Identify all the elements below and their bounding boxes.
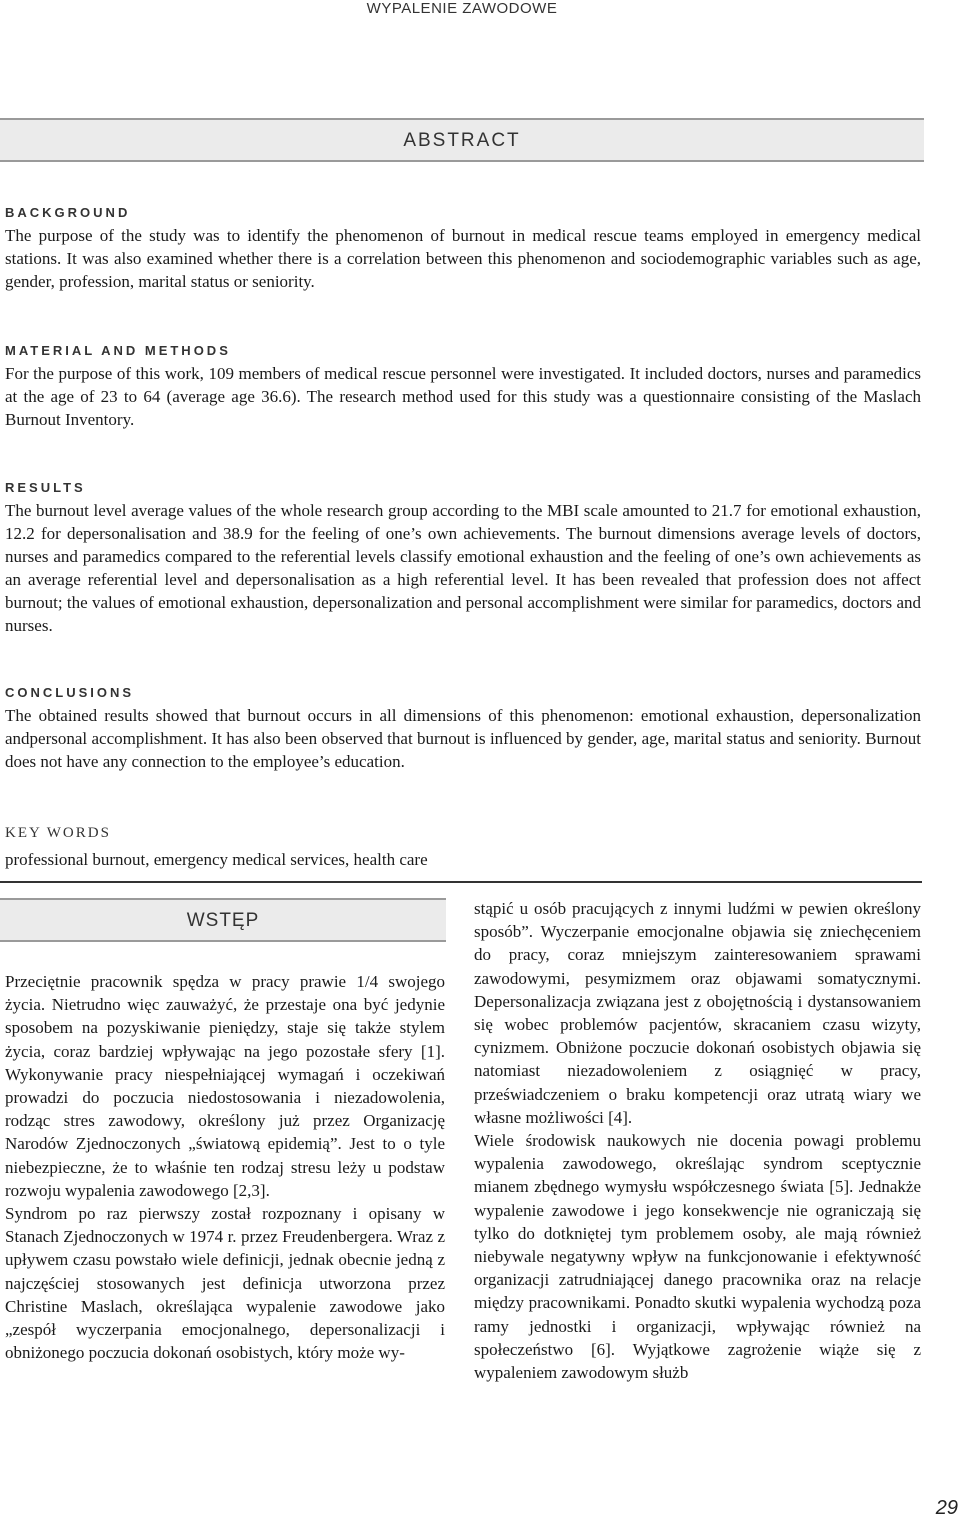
abstract-heading-band: [0, 118, 924, 162]
intro-heading-band: [0, 898, 446, 942]
abstract-methods-section: [5, 343, 921, 431]
keywords-section: [5, 825, 921, 871]
abstract-heading: ABSTRACT: [403, 130, 521, 151]
background-text: The purpose of the study was to identify the phenomenon of burnout in medical rescue teams employed in emergency medical stations. It was also examined whether there is a correlation between this phenomenon and sociodemographic variables such as age, gender, profession, marital status or seniority.: [5, 226, 921, 291]
intro-left-column: [5, 970, 445, 1364]
results-text: The burnout level average values of the whole research group according to the MBI scale amounted to 21.7 for emotional exhaustion, 12.2 for depersonalisation and 38.9 for the feeling of one’s own achievements. The burnout dimensions average levels of doctors, nurses and paramedics compared to the referential levels classify emotional exhaustion and the feeling of one’s own achievements as an average referential level and depersonalisation as a high referential level. It has been revealed that profession does not affect burnout; the values of emotional exhaustion, depersonalization and personal accomplishment were similar for paramedics, doctors and nurses.: [5, 501, 921, 635]
intro-right-column: [474, 897, 921, 1384]
intro-paragraph: Syndrom po raz pierwszy został rozpoznany i opisany w Stanach Zjednoczonych w 1974 r. przez Freudenbergera. Wraz z upływem czasu powstało wiele definicji, jednak obecnie jedną z najczęściej stosowanych jest definicja utworzona przez Christine Maslach, określająca wypalenie zawodowe jako „zespół wyczerpania emocjonalnego, depersonalizacji i obniżonego poczucia dokonań osobistych, który może wy-: [5, 1204, 445, 1363]
intro-paragraph: stąpić u osób pracujących z innymi ludźmi w pewien określony sposób”. Wyczerpanie emocjonalne objawia się zniechęceniem do pracy, coraz mniejszym zainteresowaniem sprawami zawodowymi, pesymizmem oraz objawami somatycznymi. Depersonalizacja związana jest z obojętnością i dystansowaniem się wobec problemów pacjentów, skracaniem czasu wizyty, cynizmem. Obniżone poczucie dokonań osobistych objawia się natomiast niezadowoleniem z osiągnięć w pracy, przeświadczeniem o braku kompetencji oraz utratą wiary we własne możliwości [4].: [474, 899, 921, 1127]
results-heading: RESULTS: [5, 480, 86, 495]
methods-text: For the purpose of this work, 109 members of medical rescue personnel were investigated. It included doctors, nurses and paramedics at the age of 23 to 64 (average age 36.6). The research method used for this study was a questionnaire consisting of the Maslach Burnout Inventory.: [5, 364, 921, 429]
section-divider: [0, 881, 922, 883]
intro-heading: WSTĘP: [186, 910, 260, 931]
abstract-background-section: [5, 205, 921, 293]
background-heading: BACKGROUND: [5, 205, 131, 220]
keywords-heading: KEY WORDS: [5, 825, 111, 841]
intro-paragraph: Przeciętnie pracownik spędza w pracy prawie 1/4 swojego życia. Nietrudno więc zauważyć, że przestaje ona być jedynie sposobem na pozyskiwanie pieniędzy, staje się także stylem życia, coraz bardziej wpływając na jego pozostałe sfery [1]. Wykonywanie pracy niespełniającej wymagań i oczekiwań prowadzi do poczucia niedostosowania i niezadowolenia, rodząc stres zawodowy, określony już przez Organizację Narodów Zjednoczonych „światową epidemią”. Jest to o tyle niebezpieczne, że to właśnie ten rodzaj stresu leży u podstaw rozwoju wypalenia zawodowego [2,3].: [5, 972, 445, 1200]
running-head: WYPALENIE ZAWODOWE: [366, 0, 558, 17]
keywords-text: professional burnout, emergency medical services, health care: [5, 850, 428, 869]
abstract-results-section: [5, 480, 921, 637]
conclusions-text: The obtained results showed that burnout occurs in all dimensions of this phenomenon: emotional exhaustion, depersonalization andpersonal accomplishment. It has also been observed that burnout is influenced by gender, age, marital status and seniority. Burnout does not have any connection to the employee’s education.: [5, 706, 921, 771]
abstract-conclusions-section: [5, 685, 921, 773]
conclusions-heading: CONCLUSIONS: [5, 685, 135, 700]
intro-paragraph: Wiele środowisk naukowych nie docenia powagi problemu wypalenia zawodowego, określając syndrom sceptycznie mianem zbędnego wymysłu współczesnego świata [5]. Jednakże wypalenie zawodowe i jego konsekwencje nie ograniczają się tylko do dotkniętej tym problemem osoby, ale mają również niebywale negatywny wpływ na funkcjonowanie i efektywność organizacji zatrudniającej danego pracownika oraz na relacje między pracownikami. Ponadto skutki wypalenia wychodzą poza ramy jednostki i organizacji, wpływając również na społeczeństwo [6]. Wyjątkowe zagrożenie wiąże się z wypaleniem zawodowym służb: [474, 1131, 921, 1383]
page-number: 29: [935, 1497, 958, 1519]
methods-heading: MATERIAL AND METHODS: [5, 343, 231, 358]
